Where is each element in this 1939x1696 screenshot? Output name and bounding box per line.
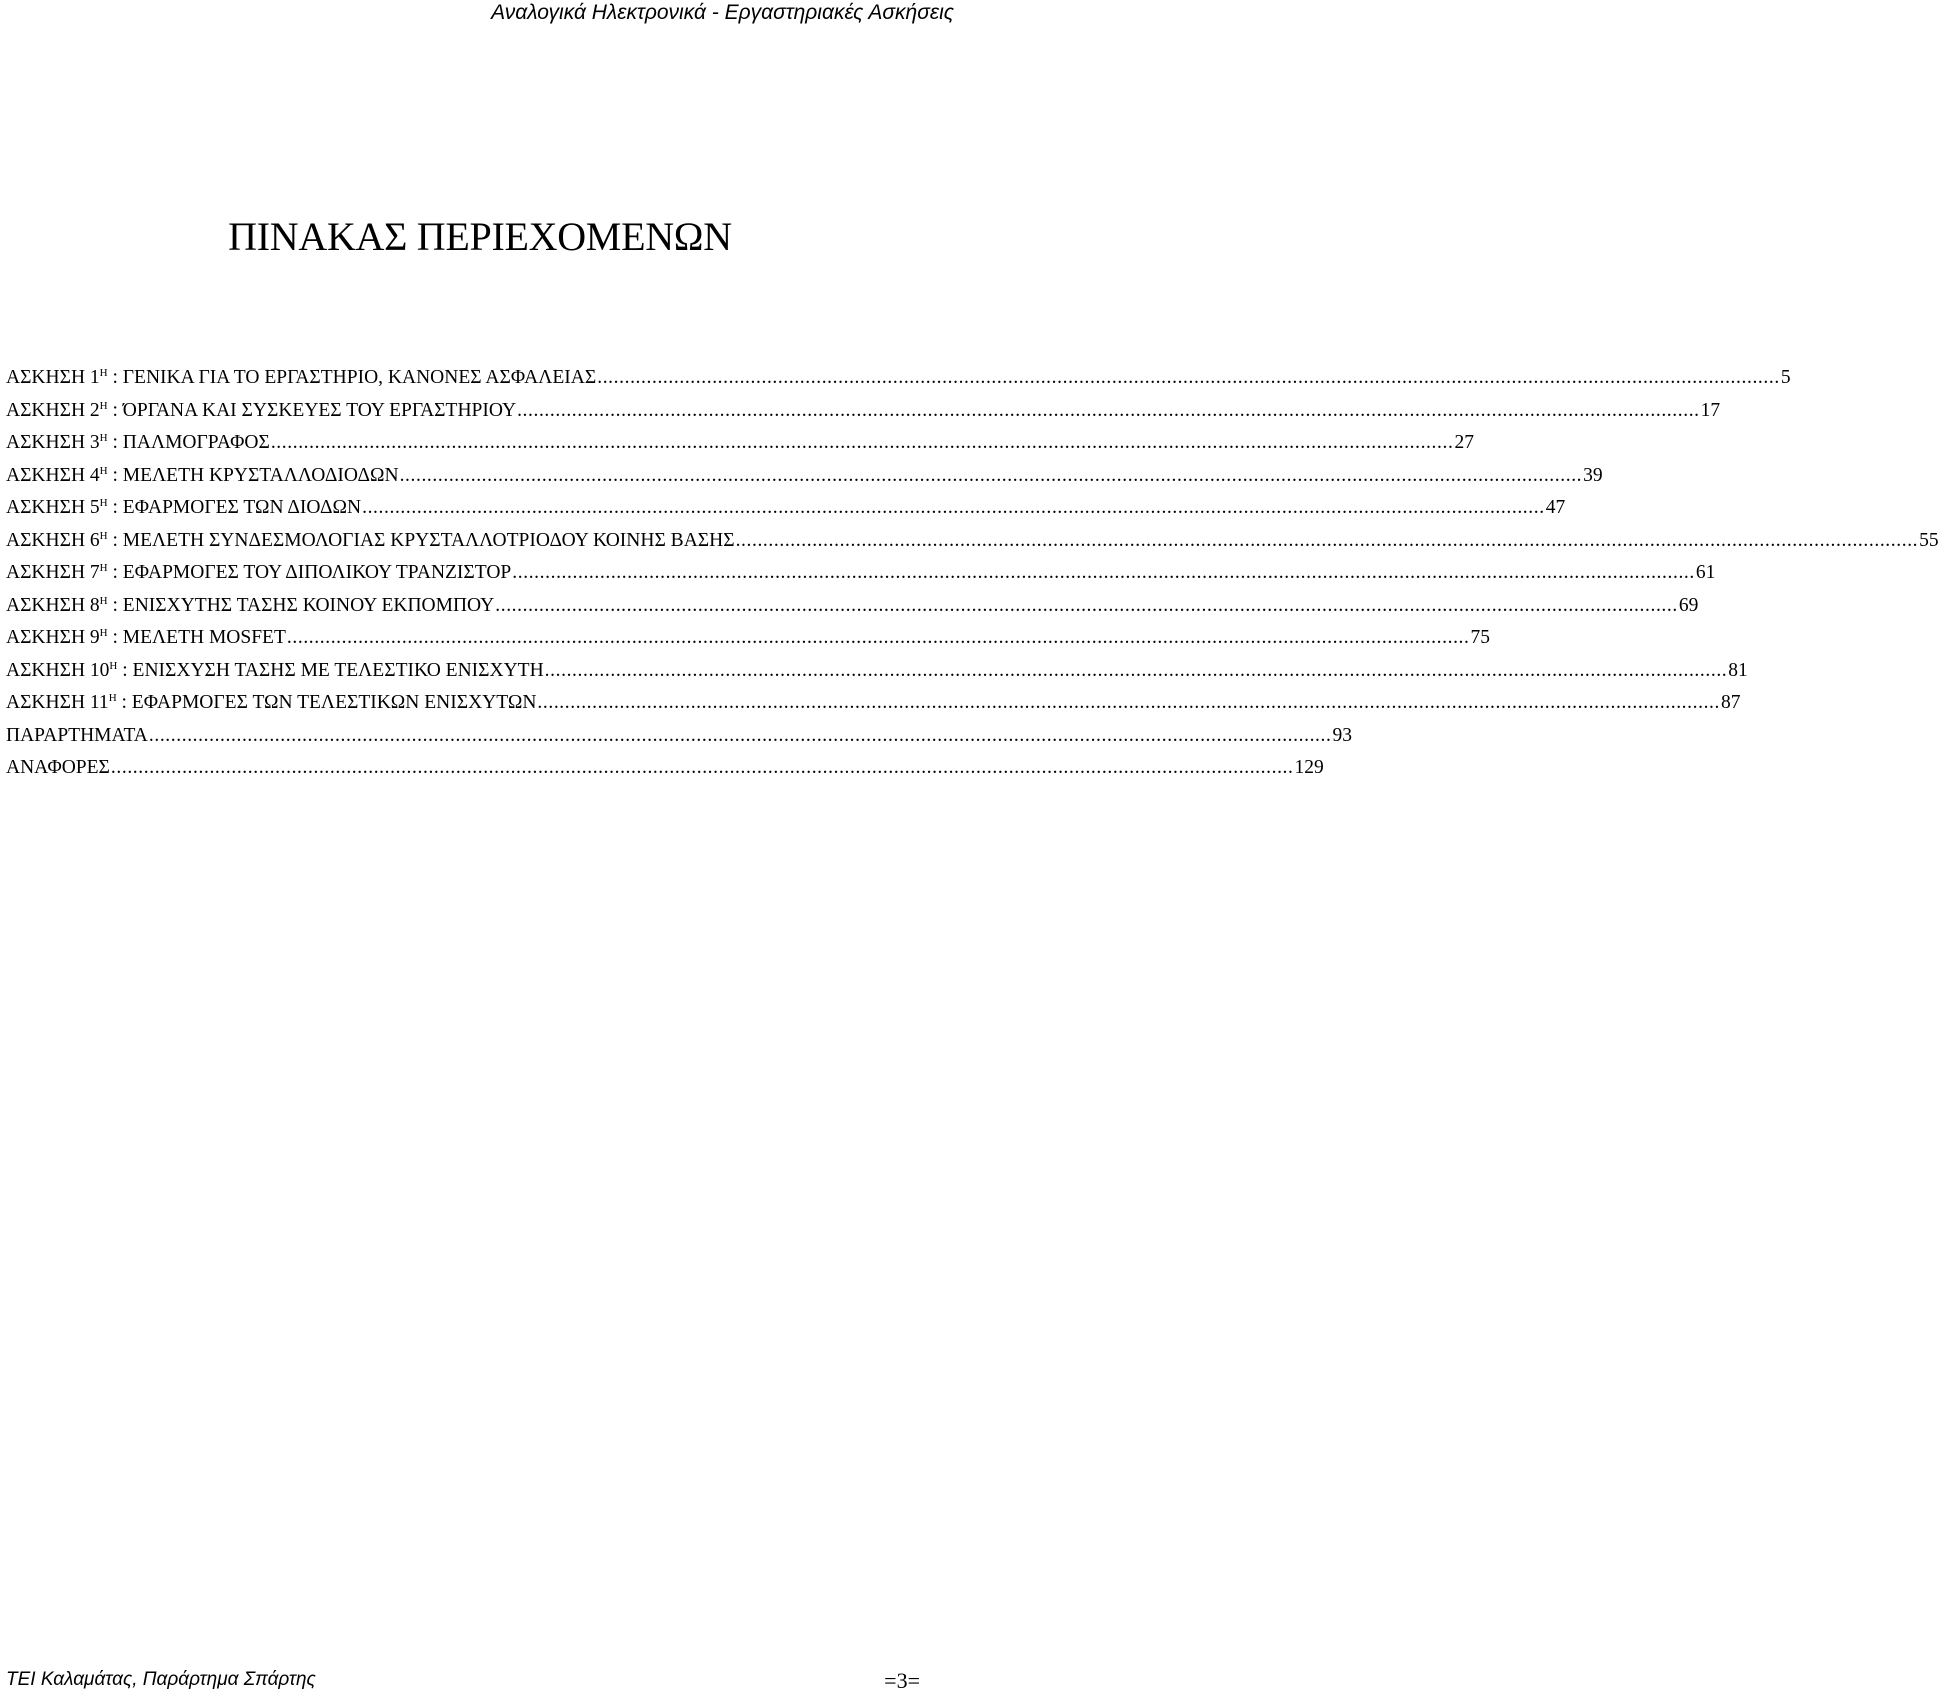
toc-dot-leader: ........................................................................................................................................................................................................................ — [544, 659, 1728, 681]
toc-page-number: 75 — [1470, 627, 1490, 648]
toc-dot-leader: ........................................................................................................................................................................................................................ — [517, 399, 1700, 421]
toc-page-number: 81 — [1728, 659, 1748, 681]
toc-dot-leader: ........................................................................................................................................................................................................................ — [399, 464, 1583, 486]
toc-entry-prefix: ΑΣΚΗΣΗ 3 — [6, 432, 100, 453]
toc-entry-superscript: Η — [99, 464, 108, 477]
toc-entry-title — [6, 362, 596, 395]
toc-dot-leader: ........................................................................................................................................................................................................................ — [286, 627, 1470, 648]
toc-page-number: 5 — [1780, 367, 1791, 388]
toc-entry-superscript: Η — [109, 659, 118, 672]
toc-entry-prefix: ΑΣΚΗΣΗ 9 — [6, 627, 100, 648]
toc-entry-name: : ΌΡΓΑΝΑ ΚΑΙ ΣΥΣΚΕΥΕΣ ΤΟΥ ΕΡΓΑΣΤΗΡΙΟΥ — [107, 399, 517, 421]
page-title: ΠΙΝΑΚΑΣ ΠΕΡΙΕΧΟΜΕΝΩΝ — [228, 214, 732, 259]
toc-entry-8[interactable] — [6, 590, 1699, 623]
toc-entry-superscript: Η — [99, 497, 108, 509]
toc-entry-superscript: Η — [99, 367, 108, 379]
toc-dot-leader: ........................................................................................................................................................................................................................ — [735, 529, 1919, 551]
toc-entry-title — [6, 720, 148, 753]
toc-entry-prefix: ΑΣΚΗΣΗ 2 — [6, 399, 100, 421]
toc-entry-6[interactable] — [6, 525, 1939, 558]
toc-entry-name: : ΜΕΛΕΤΗ MOSFET — [107, 627, 286, 648]
toc-entry-prefix: ΠΑΡΑΡΤΗΜΑΤΑ — [6, 724, 148, 746]
toc-dot-leader: ........................................................................................................................................................................................................................ — [512, 562, 1695, 583]
table-of-contents — [6, 362, 1939, 785]
toc-entry-name: : ΕΦΑΡΜΟΓΕΣ ΤΟΥ ΔΙΠΟΛΙΚΟΥ ΤΡΑΝΖΙΣΤΟΡ — [107, 562, 512, 583]
footer-page-number: =3= — [884, 1668, 920, 1693]
toc-entry-name: : ΕΦΑΡΜΟΓΕΣ ΤΩΝ ΔΙΟΔΩΝ — [107, 497, 362, 518]
toc-page-number: 61 — [1695, 562, 1716, 583]
toc-page-number: 69 — [1678, 594, 1699, 616]
toc-entry-prefix: ΑΣΚΗΣΗ 7 — [6, 562, 100, 583]
toc-entry-title — [6, 460, 399, 493]
toc-entry-title — [6, 752, 110, 785]
toc-entry-superscript: Η — [99, 627, 108, 639]
toc-entry-title — [6, 622, 286, 655]
toc-page-number: 39 — [1583, 464, 1603, 486]
toc-page-number: 27 — [1454, 432, 1474, 453]
toc-entry-superscript: Η — [99, 399, 108, 412]
toc-entry-title — [6, 590, 494, 623]
toc-entry-title — [6, 427, 270, 460]
toc-entry-appendices[interactable] — [6, 720, 1352, 753]
toc-entry-name: : ΜΕΛΕΤΗ ΣΥΝΔΕΣΜΟΛΟΓΙΑΣ ΚΡΥΣΤΑΛΛΟΤΡΙΟΔΟΥ ΚΟΙΝΗΣ ΒΑΣΗΣ — [107, 529, 735, 551]
running-header: Αναλογικά Ηλεκτρονικά - Εργαστηριακές Ασκήσεις — [491, 1, 954, 24]
toc-entry-name: : ΜΕΛΕΤΗ ΚΡΥΣΤΑΛΛΟΔΙΟΔΩΝ — [107, 464, 399, 486]
toc-entry-prefix: ΑΣΚΗΣΗ 10 — [6, 659, 110, 681]
toc-entry-10[interactable] — [6, 655, 1748, 688]
toc-dot-leader: ........................................................................................................................................................................................................................ — [495, 594, 1678, 616]
toc-entry-superscript: Η — [99, 529, 108, 542]
toc-entry-superscript: Η — [99, 562, 108, 574]
toc-entry-name: : ΕΝΙΣΧΥΣΗ ΤΑΣΗΣ ΜΕ ΤΕΛΕΣΤΙΚΟ ΕΝΙΣΧΥΤΗ — [117, 659, 544, 681]
toc-entry-superscript: Η — [99, 594, 108, 607]
toc-entry-prefix: ΑΣΚΗΣΗ 4 — [6, 464, 100, 486]
toc-entry-prefix: ΑΣΚΗΣΗ 8 — [6, 594, 100, 616]
toc-entry-4[interactable] — [6, 460, 1603, 493]
toc-entry-prefix: ΑΣΚΗΣΗ 6 — [6, 529, 100, 551]
toc-entry-9[interactable] — [6, 622, 1490, 655]
toc-entry-1[interactable] — [6, 362, 1791, 395]
toc-dot-leader: ........................................................................................................................................................................................................................ — [148, 724, 1332, 746]
toc-entry-7[interactable] — [6, 557, 1716, 590]
toc-entry-prefix: ΑΝΑΦΟΡΕΣ — [6, 757, 110, 778]
toc-entry-prefix: ΑΣΚΗΣΗ 11 — [6, 692, 109, 713]
toc-entry-5[interactable] — [6, 492, 1566, 525]
toc-entry-11[interactable] — [6, 687, 1741, 720]
toc-entry-2[interactable] — [6, 395, 1721, 428]
toc-page-number: 93 — [1332, 724, 1352, 746]
toc-entry-title — [6, 687, 536, 720]
toc-dot-leader: ........................................................................................................................................................................................................................ — [110, 757, 1294, 778]
toc-entry-superscript: Η — [99, 432, 108, 444]
toc-page-number: 47 — [1545, 497, 1566, 518]
toc-entry-title — [6, 395, 516, 428]
toc-dot-leader: ........................................................................................................................................................................................................................ — [597, 367, 1780, 388]
toc-entry-prefix: ΑΣΚΗΣΗ 5 — [6, 497, 100, 518]
toc-page-number: 87 — [1721, 692, 1741, 713]
footer-institution: ΤΕΙ Καλαμάτας, Παράρτημα Σπάρτης — [6, 1669, 316, 1690]
toc-entry-name: : ΠΑΛΜΟΓΡΑΦΟΣ — [107, 432, 270, 453]
toc-entry-name: : ΕΦΑΡΜΟΓΕΣ ΤΩΝ ΤΕΛΕΣΤΙΚΩΝ ΕΝΙΣΧΥΤΩΝ — [116, 692, 537, 713]
toc-page-number: 129 — [1294, 757, 1324, 778]
toc-entry-name: : ΓΕΝΙΚΑ ΓΙΑ ΤΟ ΕΡΓΑΣΤΗΡΙΟ, ΚΑΝΟΝΕΣ ΑΣΦΑΛΕΙΑΣ — [107, 367, 597, 388]
toc-entry-prefix: ΑΣΚΗΣΗ 1 — [6, 367, 100, 388]
toc-entry-title — [6, 655, 544, 688]
toc-entry-name: : ΕΝΙΣΧΥΤΗΣ ΤΑΣΗΣ ΚΟΙΝΟΥ ΕΚΠΟΜΠΟΥ — [107, 594, 495, 616]
toc-dot-leader: ........................................................................................................................................................................................................................ — [270, 432, 1454, 453]
toc-dot-leader: ........................................................................................................................................................................................................................ — [362, 497, 1545, 518]
toc-entry-title — [6, 525, 735, 558]
toc-entry-title — [6, 557, 511, 590]
toc-page-number: 17 — [1700, 399, 1721, 421]
toc-entry-title — [6, 492, 361, 525]
toc-entry-3[interactable] — [6, 427, 1474, 460]
toc-page-number: 55 — [1919, 529, 1939, 551]
toc-dot-leader: ........................................................................................................................................................................................................................ — [537, 692, 1721, 713]
toc-entry-references[interactable] — [6, 752, 1324, 785]
toc-entry-superscript: Η — [108, 692, 117, 704]
